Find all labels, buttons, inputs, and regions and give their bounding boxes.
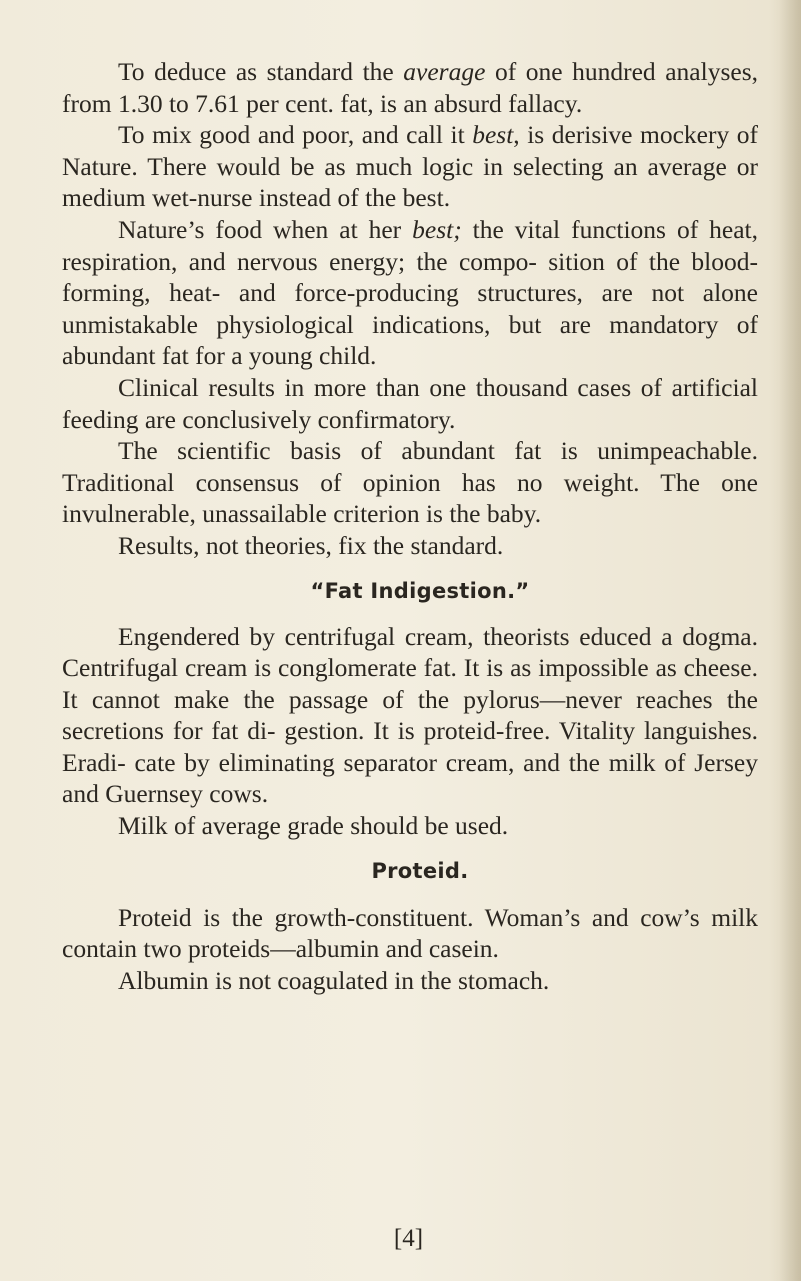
text-run: The scientific basis of abundant fat is unimpeachable. Traditional consensus of opinion has no weight. The one invulnerable, unassailable criterion is the baby. (62, 436, 758, 529)
body-text (62, 56, 758, 996)
paragraph-proteid-growth: Proteid is the growth-constituent. Woman’s and cow’s milk contain two proteids—albumin and casein. (62, 902, 758, 964)
text-run: the vital functions of heat, respiration, and nervous energy; the compo- sition of the blood-forming, heat- and force-producing structures, are not alone unmistakable physiological indications, but are mandatory of abundant fat for a young child. (62, 214, 758, 371)
paragraph-clinical-results (62, 372, 758, 435)
paragraph-scientific-basis (62, 435, 758, 530)
text-run: , is derisive mockery of Nature. There would be as much logic in selecting an average or medium wet-nurse instead of the best. (62, 120, 758, 213)
text-run: Results, not theories, fix the standard. (118, 530, 504, 560)
section-heading-fat-indigestion: “Fat Indigestion.” (310, 578, 530, 603)
text-run: of one hundred analyses, from 1.30 to 7.61 per cent. fat, is an absurd fallacy. (62, 57, 758, 118)
paragraph-mix-good-poor (62, 119, 758, 214)
text-run: Clinical results in more than one thousand cases of artificial feeding are conclusively confirmatory. (62, 372, 758, 434)
emphasis-average: average (403, 57, 486, 86)
page-number: [4] (393, 1225, 424, 1252)
paragraph-natures-food (62, 214, 758, 372)
text-run: Nature’s food when at her (118, 214, 413, 244)
paragraph-average-grade-milk: Milk of average grade should be used. (118, 811, 509, 841)
text-run: To deduce as standard the (118, 57, 404, 86)
text-run: To mix good and poor, and call it (118, 120, 473, 150)
paragraph-results-not-theories (62, 530, 758, 562)
paragraph-average-fallacy (62, 56, 758, 119)
paragraph-centrifugal-cream: Engendered by centrifugal cream, theorists educed a dogma. Centrifugal cream is conglomerate fat. It is as impossible as cheese. It cannot make the passage of the pylorus—never reaches the secretions for fat di- gestion. It is proteid-free. Vitality languishes. Eradi- cate by eliminating separator cream, and the milk of Jersey and Guernsey cows. (62, 621, 758, 809)
emphasis-best-semicolon: best; (412, 214, 462, 244)
paragraph-albumin: Albumin is not coagulated in the stomach. (118, 965, 550, 995)
emphasis-best: best (472, 120, 514, 150)
section-heading-proteid: Proteid. (371, 858, 469, 883)
page-edge-shadow (779, 0, 801, 1281)
